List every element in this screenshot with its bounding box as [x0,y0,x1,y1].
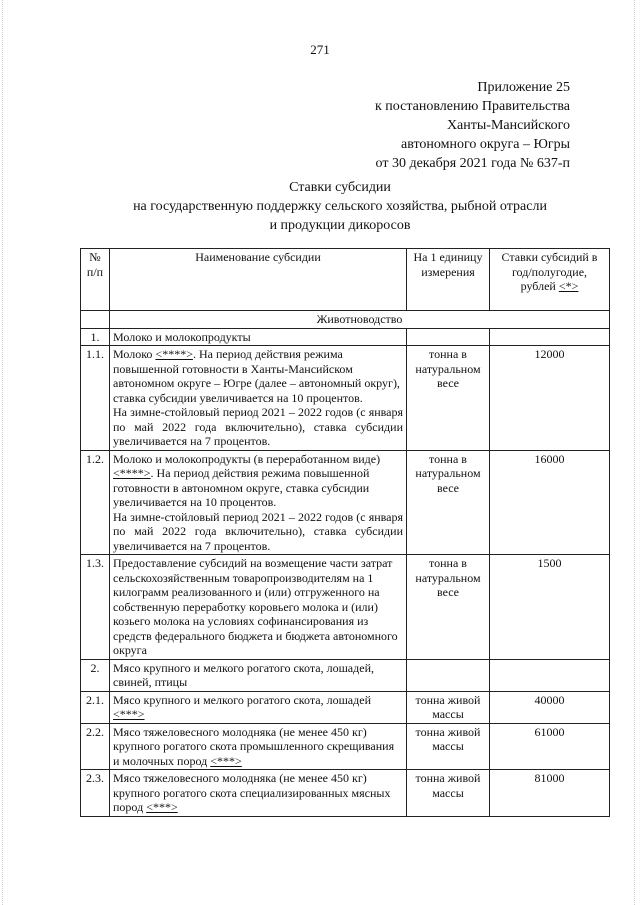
row-name: Предоставление субсидий на возмещение части затрат сельскохозяйственным товаропроизводителям на 1 килограмм реализованного и (или) отгруженного на собственную переработку коровьего молока и (или) козьего молока на условиях софинансирования из средств федерального бюджета и бюджета автономного округа [110,555,407,660]
footnote-link[interactable]: <****> [113,466,151,480]
row-unit: тонна живой массы [407,770,490,817]
table-row [81,770,610,817]
title-line: на государственную поддержку сельского хозяйства, рыбной отрасли [133,199,547,214]
row-num: 2. [81,659,110,691]
row-name [110,770,407,817]
row-name [110,450,407,555]
row-unit: тонна в натуральном весе [407,555,490,660]
table-row [81,723,610,770]
header-num: № п/п [81,249,110,311]
appendix-line: автономного округа – Югры [401,137,570,152]
header-rate [490,249,610,311]
row-name-text: Молоко [113,347,156,361]
page-number: 271 [310,42,330,57]
row-rate: 61000 [490,723,610,770]
table-row [81,555,610,660]
row-rate [490,328,610,346]
footnote-link[interactable]: <***> [146,800,178,814]
scan-edge-right [634,0,636,905]
footnote-link[interactable]: <****> [155,347,193,361]
header-unit: На 1 единицу измерения [407,249,490,311]
row-unit [407,659,490,691]
row-unit: тонна живой массы [407,691,490,723]
row-num: 2.2. [81,723,110,770]
row-name-text: Мясо тяжеловесного молодняка (не менее 450 кг) крупного рогатого скота промышленного скрещивания и молочных пород [113,724,395,768]
row-num: 2.1. [81,691,110,723]
row-name: Молоко и молокопродукты [110,328,407,346]
row-rate: 1500 [490,555,610,660]
title-line: Ставки субсидии [289,180,391,195]
row-rate: 12000 [490,346,610,451]
row-num: 2.3. [81,770,110,817]
footnote-link[interactable]: <***> [210,753,242,768]
table-header-row [81,249,610,311]
document-title [120,178,560,235]
row-name-text: . На период действия режима повышенной готовности в Ханты-Мансийском автономном округе – Югре (далее – автономный округ), ставка субсидии увеличивается на 10 процентов. [113,347,400,405]
row-name-text: Мясо крупного и мелкого рогатого скота, лошадей [113,692,371,707]
row-unit: тонна в натуральном весе [407,346,490,451]
title-line: и продукции дикоросов [269,218,411,233]
footnote-link[interactable]: <***> [113,707,145,721]
row-name [110,691,407,723]
table-row [81,450,610,555]
row-note: На зимне-стойловый период 2021 – 2022 годов (с января по май 2022 года включительно), ставка субсидии увеличивается на 7 процентов. [113,509,403,553]
section-row [81,311,610,329]
header-name: Наименование субсидии [110,249,407,311]
row-name-text: . На период действия режима повышенной готовности в автономном округе, ставка субсидии увеличивается на 10 процентов. [113,466,370,509]
table-row [81,659,610,691]
appendix-line: Приложение 25 [477,80,570,95]
row-unit: тонна в натуральном весе [407,450,490,555]
appendix-line: от 30 декабря 2021 года № 637-п [375,156,570,171]
table-row [81,346,610,451]
row-name [110,723,407,770]
row-num: 1.2. [81,450,110,555]
row-rate [490,659,610,691]
row-rate: 16000 [490,450,610,555]
row-unit [407,328,490,346]
table-row [81,691,610,723]
row-name-text: Мясо тяжеловесного молодняка (не менее 450 кг) крупного рогатого скота специализированных мясных пород [113,771,391,814]
appendix-line: к постановлению Правительства [374,99,570,114]
row-name-text: Молоко и молокопродукты (в переработанном виде) [113,451,381,466]
row-note: На зимне-стойловый период 2021 – 2022 годов (с января по май 2022 года включительно), ставка субсидии увеличивается на 7 процентов. [113,405,403,448]
row-num: 1. [81,328,110,346]
row-rate: 81000 [490,770,610,817]
header-rate-text: Ставки субсидий в год/полугодие, рублей [501,250,598,293]
row-unit: тонна живой массы [407,723,490,770]
row-num: 1.1. [81,346,110,451]
row-rate: 40000 [490,691,610,723]
appendix-line: Ханты-Мансийского [446,118,570,133]
row-name [110,346,407,451]
section-title-livestock: Животноводство [110,311,610,329]
row-name: Мясо крупного и мелкого рогатого скота, лошадей, свиней, птицы [110,659,407,691]
scan-edge-left [2,0,4,905]
subsidy-rates-table [80,248,610,817]
header-rate-footnote-link[interactable]: <*> [558,279,579,293]
appendix-header [375,78,570,173]
table-row [81,328,610,346]
row-num: 1.3. [81,555,110,660]
